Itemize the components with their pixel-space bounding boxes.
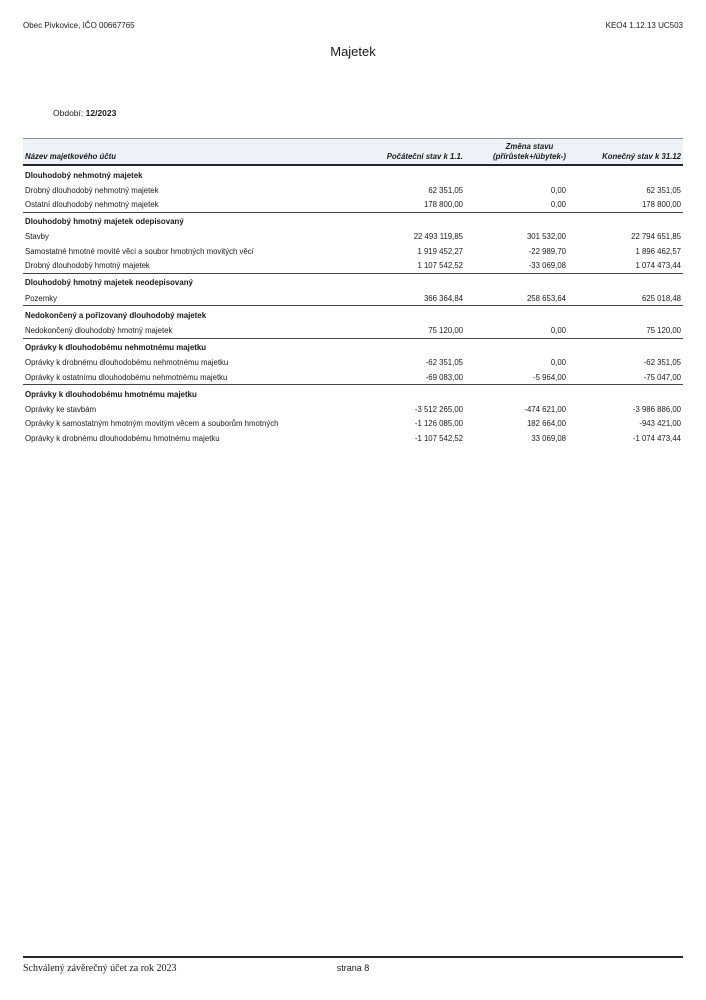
initial-balance-value: 1 107 542,52	[417, 261, 463, 271]
table-row	[23, 197, 683, 212]
change-value: -33 069,08	[528, 261, 566, 271]
initial-balance-value: 1 919 452,27	[417, 246, 463, 256]
account-name: Stavby	[25, 232, 49, 242]
change-value: -474 621,00	[524, 405, 566, 415]
footer-approval-note: Schválený závěrečný účet za rok 2023	[23, 963, 177, 974]
table-row	[23, 259, 683, 274]
account-name: Oprávky ke stavbám	[25, 405, 97, 415]
initial-balance-value: 62 351,05	[428, 185, 463, 195]
section-header-row	[23, 385, 683, 403]
account-name: Nedokončený dlouhodobý hmotný majetek	[25, 325, 173, 335]
document-header	[0, 0, 706, 31]
period-label: Období:	[53, 108, 84, 118]
section-header-row	[23, 273, 683, 291]
change-value: -5 964,00	[533, 372, 566, 382]
document-footer	[23, 956, 683, 976]
final-balance-value: 22 794 651,85	[631, 232, 681, 242]
page-title: Majetek	[330, 44, 376, 59]
change-value: 0,00	[550, 200, 566, 210]
final-balance-value: 178 800,00	[641, 200, 681, 210]
change-value: 301 532,00	[526, 232, 566, 242]
section-title: Oprávky k dlouhodobému hmotnému majetku	[23, 385, 683, 403]
column-header-account-name: Název majetkového účtu	[23, 139, 363, 166]
initial-balance-value: 178 800,00	[423, 200, 463, 210]
section-title: Dlouhodobý hmotný majetek odepisovaný	[23, 212, 683, 230]
initial-balance-value: -1 107 542,52	[414, 433, 463, 443]
account-name: Drobný dlouhodobý nehmotný majetek	[25, 185, 159, 195]
account-name: Samostatné hmotné movité věci a soubor hmotných movitých věcí	[25, 246, 254, 256]
table-row	[23, 291, 683, 306]
table-row	[23, 417, 683, 431]
change-value: 33 069,08	[531, 433, 566, 443]
initial-balance-value: -1 126 085,00	[414, 419, 463, 429]
change-value: 0,00	[550, 325, 566, 335]
period	[53, 108, 706, 118]
assets-table-header	[23, 139, 683, 166]
section-header-row	[23, 306, 683, 324]
assets-table-body	[23, 165, 683, 446]
account-name: Drobný dlouhodobý hmotný majetek	[25, 261, 150, 271]
section-title: Oprávky k dlouhodobému nehmotnému majetku	[23, 338, 683, 356]
final-balance-value: 1 074 473,44	[635, 261, 681, 271]
final-balance-value: -75 047,00	[643, 372, 681, 382]
initial-balance-value: 75 120,00	[428, 325, 463, 335]
final-balance-value: -1 074 473,44	[632, 433, 681, 443]
table-row	[23, 230, 683, 244]
table-row	[23, 356, 683, 370]
section-header-row	[23, 338, 683, 356]
organization-name: Obec Pivkovice, IČO 00667765	[23, 21, 135, 30]
assets-table	[23, 138, 683, 446]
page-number: strana 8	[336, 963, 370, 973]
initial-balance-value: 366 364,84	[423, 293, 463, 303]
initial-balance-value: -62 351,05	[425, 358, 463, 368]
table-row	[23, 323, 683, 338]
final-balance-value: -943 421,00	[639, 419, 681, 429]
section-title: Dlouhodobý nehmotný majetek	[25, 170, 143, 180]
account-name: Oprávky k drobnému dlouhodobému hmotnému majetku	[25, 433, 220, 443]
initial-balance-value: 22 493 119,85	[413, 232, 463, 242]
section-title: Nedokončený a pořizovaný dlouhodobý majetek	[23, 306, 683, 324]
column-header-final-balance: Konečný stav k 31.12	[568, 139, 683, 166]
section-title: Dlouhodobý hmotný majetek neodepisovaný	[23, 273, 683, 291]
account-name: Oprávky k samostatným hmotným movitým věcem a souborům hmotných	[25, 419, 279, 429]
column-header-initial-balance: Počáteční stav k 1.1.	[363, 139, 465, 166]
account-name: Oprávky k drobnému dlouhodobému nehmotnému majetku	[25, 358, 229, 368]
table-row	[23, 431, 683, 445]
final-balance-value: 62 351,05	[646, 185, 681, 195]
change-value: 258 653,64	[526, 293, 566, 303]
table-row	[23, 183, 683, 197]
period-value: 12/2023	[85, 108, 117, 118]
initial-balance-value: -69 083,00	[425, 372, 463, 382]
account-name: Pozemky	[25, 293, 58, 303]
final-balance-value: 1 896 462,57	[635, 246, 681, 256]
initial-balance-value: -3 512 265,00	[414, 405, 463, 415]
section-header-row	[23, 165, 683, 183]
software-version: KEO4 1.12.13 UC503	[605, 21, 683, 30]
change-value: 0,00	[550, 185, 566, 195]
change-value: 0,00	[550, 358, 566, 368]
section-header-row	[23, 212, 683, 230]
column-header-change-line2: (přírůstek+/úbytek-)	[492, 151, 566, 161]
final-balance-value: 625 018,48	[641, 293, 681, 303]
final-balance-value: 75 120,00	[646, 325, 681, 335]
table-row	[23, 244, 683, 258]
change-value: 182 664,00	[526, 419, 566, 429]
table-row	[23, 402, 683, 416]
column-header-change	[465, 139, 568, 166]
account-name: Oprávky k ostatnímu dlouhodobému nehmotnému majetku	[25, 372, 228, 382]
account-name: Ostatní dlouhodobý nehmotný majetek	[25, 200, 159, 210]
final-balance-value: -62 351,05	[643, 358, 681, 368]
table-row	[23, 370, 683, 385]
column-header-change-line1: Změna stavu	[505, 142, 554, 151]
change-value: -22 989,70	[528, 246, 566, 256]
final-balance-value: -3 986 886,00	[632, 405, 681, 415]
